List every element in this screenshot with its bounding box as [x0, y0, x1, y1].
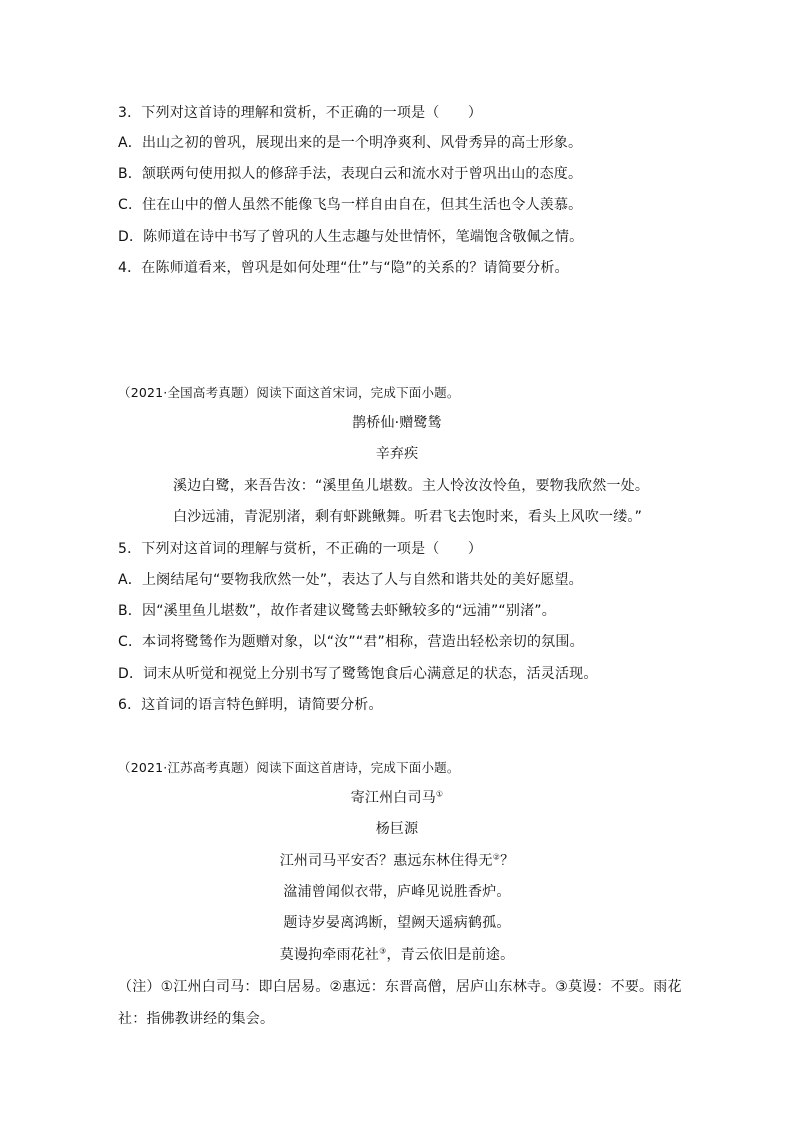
poem-3-title-text: 寄江州白司马: [350, 790, 436, 806]
footnote-marker-2: ②: [492, 852, 501, 862]
question-3-option-d: D．陈师道在诗中书写了曾巩的人生志趣与处世情怀，笔端饱含敬佩之情。: [118, 229, 584, 245]
question-5-option-c: C．本词将鹭鸶作为题赠对象，以“汝”“君”相称，营造出轻松亲切的氛围。: [118, 634, 584, 650]
poem-3-line-2: 湓浦曾闻似衣带，庐峰见说胜香炉。: [283, 884, 511, 900]
footnotes-line-1: （注）①江州白司马：即白居易。②惠远：东晋高僧，居庐山东林寺。③莫谩：不要。雨花: [118, 979, 682, 995]
question-6: 6．这首词的语言特色鲜明，请简要分析。: [118, 697, 383, 713]
question-5-option-d: D．词末从听觉和视觉上分别书写了鹭鸶饱食后心满意足的状态，活灵活现。: [118, 666, 598, 682]
poem-3-line-3: 题诗岁晏离鸿断，望阙天遥病鹤孤。: [283, 915, 511, 931]
poem-3-line-1-text: 江州司马平安否？惠远东林住得无: [279, 853, 493, 869]
poem-2-title: 鹊桥仙·赠鹭鸶: [352, 415, 442, 431]
poem-3-line-4-end: ，青云依旧是前途。: [386, 947, 515, 963]
poem-2-line-1: 溪边白鹭，来吾告汝：“溪里鱼儿堪数。主人怜汝汝怜鱼，要物我欣然一处。: [173, 478, 650, 494]
poem-3-title: [0, 788, 794, 808]
question-3-option-c: C．住在山中的僧人虽然不能像飞鸟一样自由自在，但其生活也令人羡慕。: [118, 197, 583, 213]
poem-3-line-1: [0, 851, 794, 871]
footnotes-line-2: 社：指佛教讲经的集会。: [118, 1011, 275, 1027]
question-3-stem: 3．下列对这首诗的理解和赏析，不正确的一项是（ ）: [118, 105, 483, 121]
question-5-option-b: B．因“溪里鱼儿堪数”，故作者建议鹭鸶去虾鳅较多的“远浦”“别渚”。: [118, 603, 556, 619]
poem-3-line-4: [0, 945, 794, 965]
section-2-intro: （2021·全国高考真题）阅读下面这首宋词，完成下面小题。: [118, 385, 460, 400]
poem-3-line-1-end: ？: [500, 853, 515, 869]
question-3-option-b: B．颔联两句使用拟人的修辞手法，表现白云和流水对于曾巩出山的态度。: [118, 166, 583, 182]
footnote-marker-1: ①: [435, 789, 444, 799]
poem-3-line-4-text: 莫谩拘牵雨花社: [279, 947, 380, 963]
footnote-marker-3: ③: [379, 946, 387, 956]
poem-2-author: 辛弃疾: [375, 446, 419, 462]
question-4: 4．在陈师道看来，曾巩是如何处理“仕”与“隐”的关系的？请简要分析。: [118, 260, 569, 276]
question-5-option-a: A．上阕结尾句“要物我欣然一处”，表达了人与自然和谐共处的美好愿望。: [118, 572, 583, 588]
question-5-stem: 5．下列对这首词的理解与赏析，不正确的一项是（ ）: [118, 541, 483, 557]
poem-3-author: 杨巨源: [375, 821, 419, 837]
section-3-intro: （2021·江苏高考真题）阅读下面这首唐诗，完成下面小题。: [118, 760, 460, 775]
question-3-option-a: A．出山之初的曾巩，展现出来的是一个明净爽利、风骨秀异的高士形象。: [118, 135, 583, 151]
poem-2-line-2: 白沙远浦，青泥别渚，剩有虾跳鳅舞。听君飞去饱时来，看头上风吹一缕。”: [173, 509, 643, 525]
